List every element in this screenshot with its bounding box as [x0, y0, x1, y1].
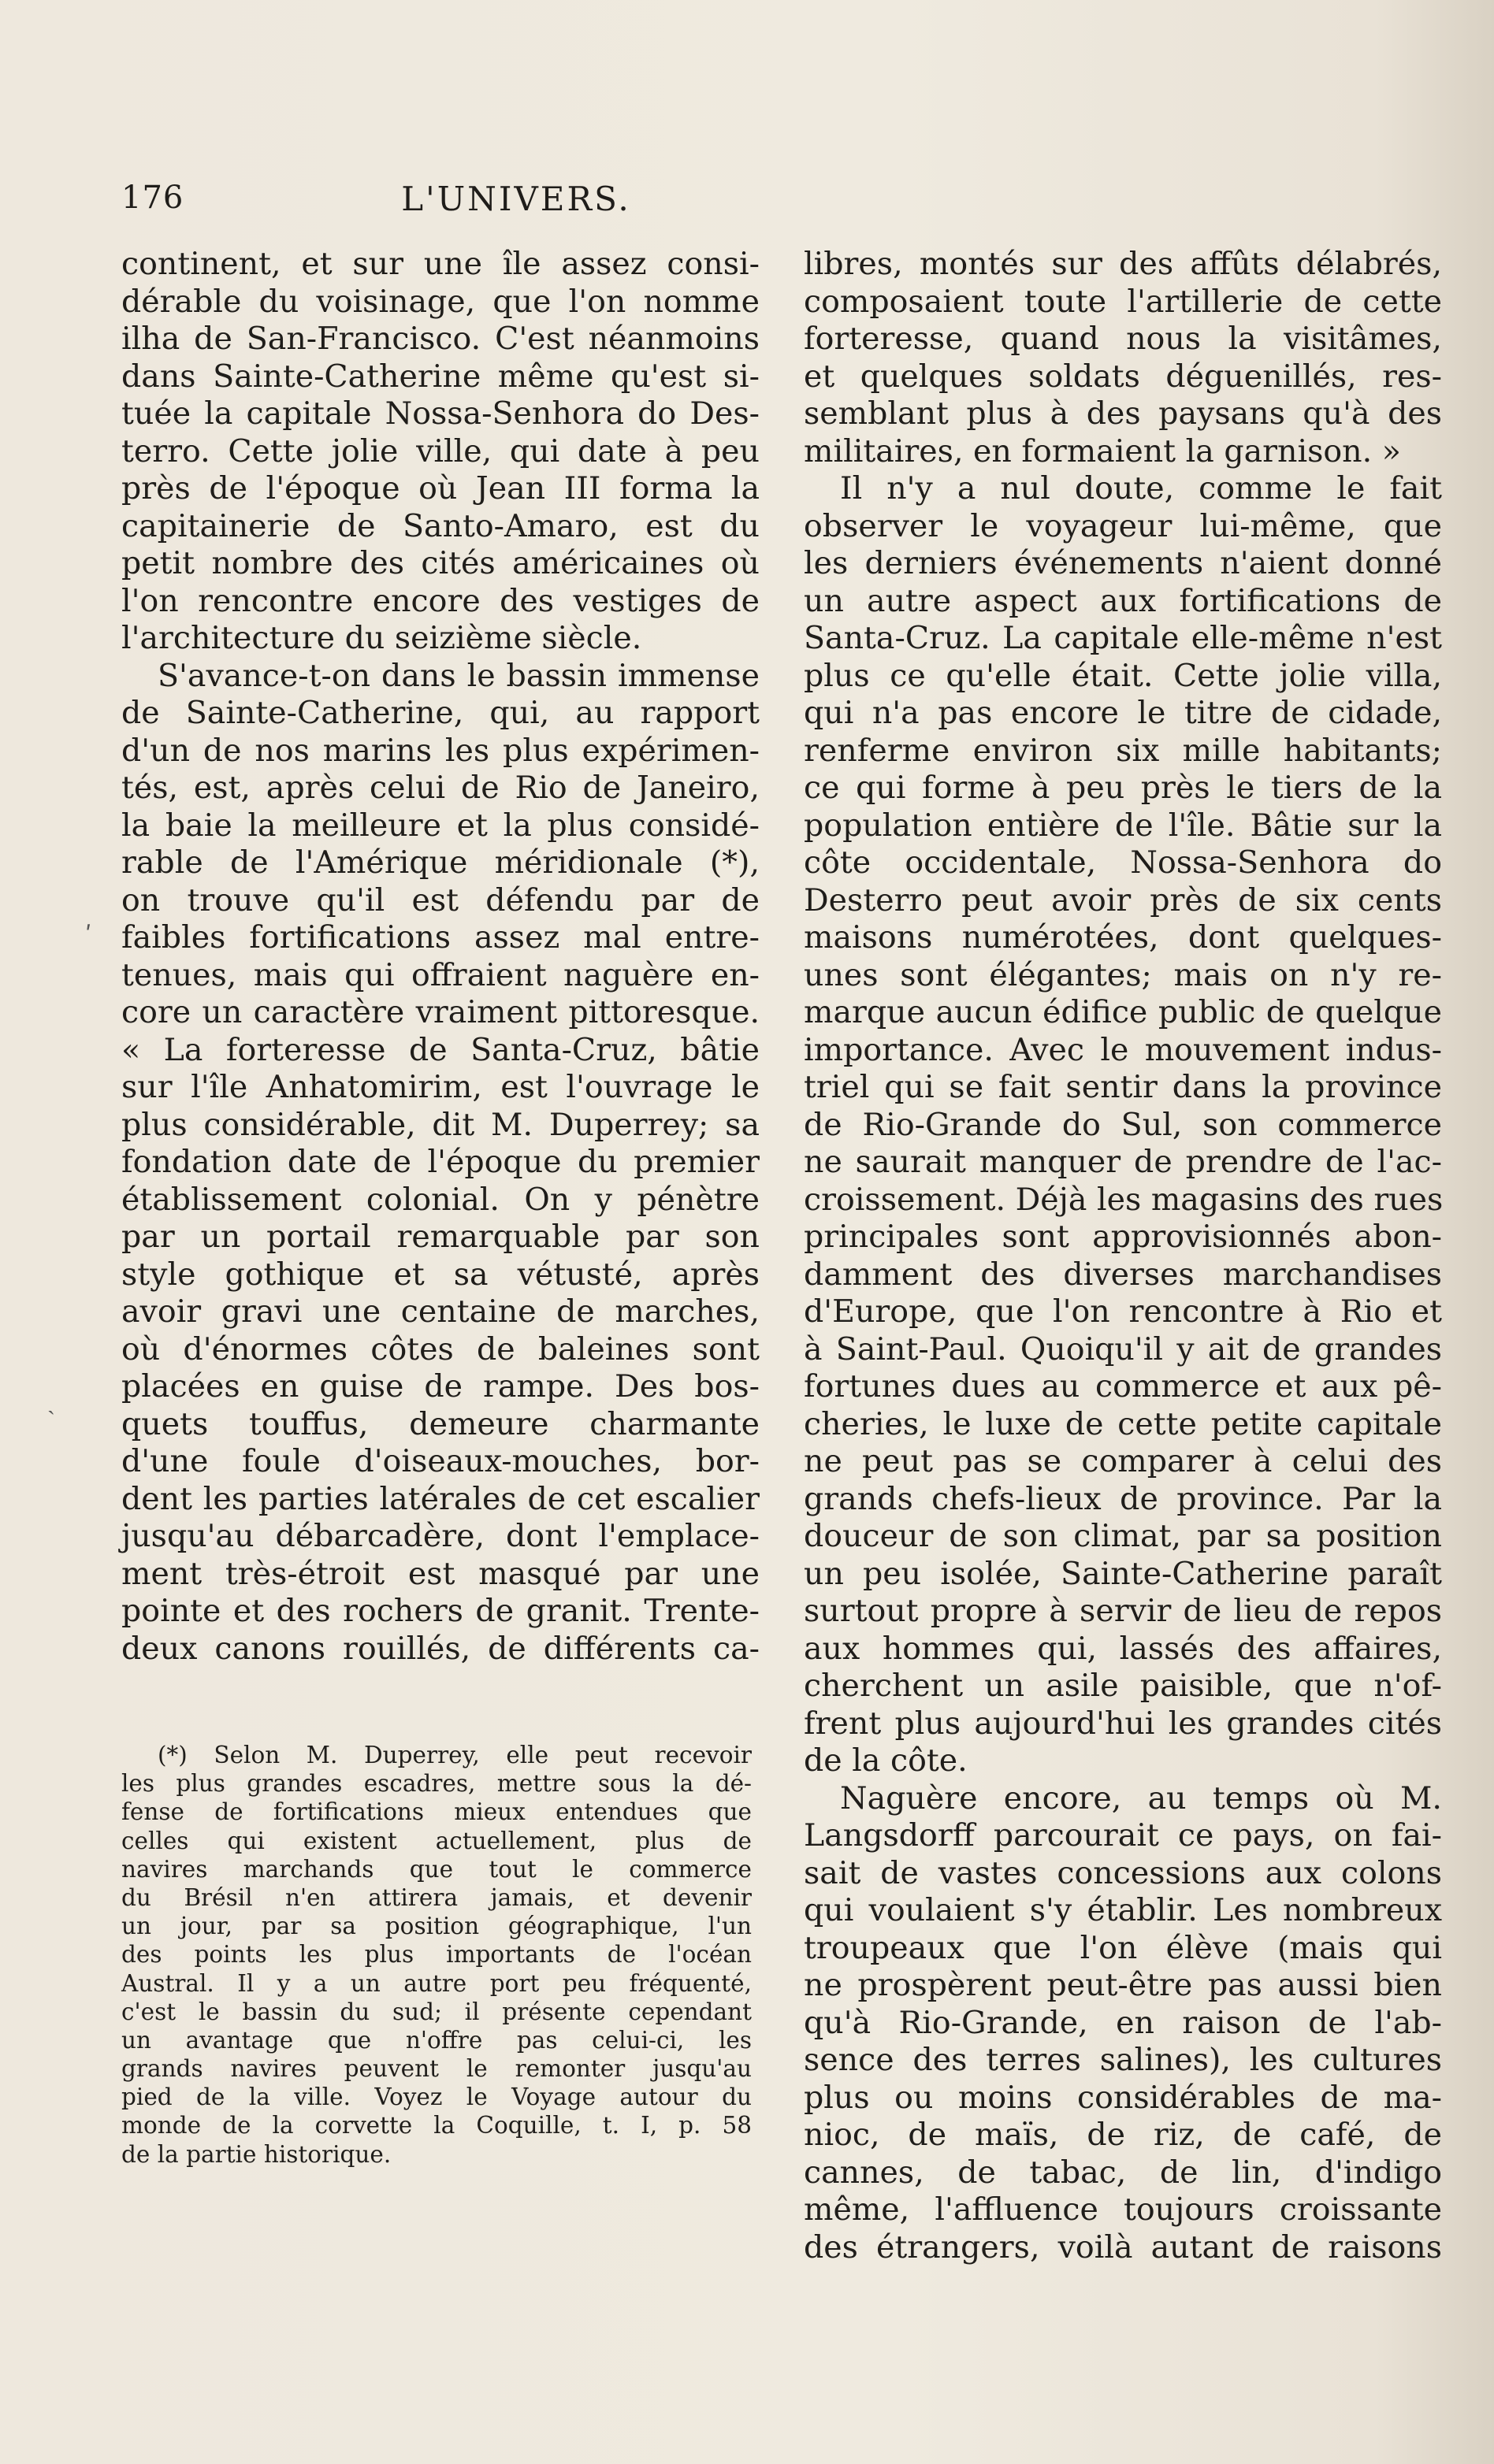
text-line: qui n'a pas encore le titre de cidade, — [804, 695, 1442, 731]
text-line: grands chefs-lieux de province. Par la — [804, 1480, 1442, 1517]
text-line: continent, et sur une île assez consi- — [121, 246, 760, 282]
footnote-line: (*) Selon M. Duperrey, elle peut recevoir — [158, 1742, 752, 1768]
text-line: douceur de son climat, par sa position — [804, 1518, 1442, 1554]
text-line: fortunes dues au commerce et aux pê- — [804, 1368, 1442, 1405]
text-line: d'une foule d'oiseaux-mouches, bor- — [121, 1443, 760, 1479]
text-line: à Saint-Paul. Quoiqu'il y ait de grandes — [804, 1330, 1442, 1367]
text-line: terro. Cette jolie ville, qui date à peu — [121, 432, 760, 469]
text-line: dent les parties latérales de cet escalier — [121, 1480, 760, 1517]
text-line: observer le voyageur lui-même, que — [804, 507, 1442, 544]
text-line: un peu isolée, Sainte-Catherine paraît — [804, 1555, 1442, 1592]
footnote-line: c'est le bassin du sud; il présente cependant — [121, 1998, 752, 2025]
text-line: d'un de nos marins les plus expérimen- — [121, 732, 760, 769]
text-line: semblant plus à des paysans qu'à des — [804, 395, 1442, 432]
text-line: marque aucun édifice public de quelque — [804, 994, 1442, 1030]
text-line: croissement. Déjà les magasins des rues — [804, 1181, 1444, 1218]
text-line: un autre aspect aux fortifications de — [804, 582, 1442, 619]
text-line: ne saurait manquer de prendre de l'ac- — [804, 1144, 1442, 1180]
text-line: fondation date de l'époque du premier — [121, 1144, 760, 1180]
text-line: plus considérable, dit M. Duperrey; sa — [121, 1106, 760, 1143]
right-text-column — [804, 246, 1442, 2266]
text-line: de Sainte-Catherine, qui, au rapport — [121, 695, 760, 731]
text-line: côte occidentale, Nossa-Senhora do — [804, 844, 1442, 881]
text-line: ne prospèrent peut-être pas aussi bien — [804, 1967, 1442, 2003]
text-line: Desterro peut avoir près de six cents — [804, 881, 1442, 918]
text-line: frent plus aujourd'hui les grandes cités — [804, 1705, 1442, 1742]
text-line: renferme environ six mille habitants; — [804, 732, 1442, 769]
text-line: « La forteresse de Santa-Cruz, bâtie — [121, 1031, 760, 1068]
text-line: ne peut pas se comparer à celui des — [804, 1443, 1442, 1479]
text-line: faibles fortifications assez mal entre- — [121, 919, 760, 956]
text-line: S'avance-t-on dans le bassin immense — [158, 657, 760, 694]
text-line: surtout propre à servir de lieu de repos — [804, 1593, 1442, 1629]
text-line: et quelques soldats déguenillés, res- — [804, 358, 1442, 395]
footnote-line: un avantage que n'offre pas celui-ci, les — [121, 2026, 752, 2054]
footnote — [121, 1741, 752, 2169]
text-line: dérable du voisinage, que l'on nomme — [121, 283, 760, 320]
text-line: sait de vastes concessions aux colons — [804, 1854, 1442, 1891]
text-line: tuée la capitale Nossa-Senhora do Des- — [121, 395, 760, 432]
text-line: de Rio-Grande do Sul, son commerce — [804, 1106, 1442, 1143]
running-title: L'UNIVERS. — [401, 180, 631, 218]
text-line: jusqu'au débarcadère, dont l'emplace- — [121, 1518, 760, 1554]
text-line: tés, est, après celui de Rio de Janeiro, — [121, 770, 760, 806]
page-header — [118, 180, 914, 230]
text-line: rable de l'Amérique méridionale (*), — [121, 844, 760, 881]
text-line: les derniers événements n'aient donné — [804, 545, 1442, 581]
footnote-line: navires marchands que tout le commerce — [121, 1855, 752, 1883]
text-line: pointe et des rochers de granit. Trente- — [121, 1593, 760, 1629]
text-line: près de l'époque où Jean III forma la — [121, 470, 760, 507]
text-line: plus ou moins considérables de ma- — [804, 2079, 1442, 2116]
footnote-line: celles qui existent actuellement, plus de — [121, 1827, 752, 1854]
text-line: capitainerie de Santo-Amaro, est du — [121, 507, 760, 544]
text-line: maisons numérotées, dont quelques- — [804, 919, 1442, 956]
text-line: établissement colonial. On y pénètre — [121, 1181, 760, 1218]
text-line: petit nombre des cités américaines où — [121, 545, 760, 581]
text-line: style gothique et sa vétusté, après — [121, 1256, 760, 1293]
text-line: forteresse, quand nous la visitâmes, — [804, 321, 1442, 357]
footnote-line: les plus grandes escadres, mettre sous la dé- — [121, 1770, 752, 1798]
text-line: l'architecture du seizième siècle. — [121, 620, 642, 656]
text-line: aux hommes qui, lassés des affaires, — [804, 1630, 1442, 1667]
text-line: ment très-étroit est masqué par une — [121, 1555, 760, 1592]
footnote-line: des points les plus importants de l'océan — [121, 1941, 752, 1969]
text-line: militaires, en formaient la garnison. » — [804, 432, 1401, 469]
footnote-line: de la partie historique. — [121, 2140, 392, 2168]
text-line: qui voulaient s'y établir. Les nombreux — [804, 1892, 1442, 1928]
text-line: des étrangers, voilà autant de raisons — [804, 2228, 1442, 2265]
text-line: placées en guise de rampe. Des bos- — [121, 1368, 760, 1405]
text-line: d'Europe, que l'on rencontre à Rio et — [804, 1293, 1442, 1330]
text-line: Langsdorff parcourait ce pays, on fai- — [804, 1817, 1442, 1854]
text-line: troupeaux que l'on élève (mais qui — [804, 1929, 1442, 1966]
text-line: qu'à Rio-Grande, en raison de l'ab- — [804, 2004, 1442, 2041]
text-line: Naguère encore, au temps où M. — [840, 1779, 1442, 1816]
text-line: plus ce qu'elle était. Cette jolie villa, — [804, 657, 1442, 694]
text-line: nioc, de maïs, de riz, de café, de — [804, 2117, 1442, 2153]
text-line: principales sont approvisionnés abon- — [804, 1219, 1442, 1255]
text-line: de la côte. — [804, 1742, 968, 1779]
text-line: la baie la meilleure et la plus considé- — [121, 807, 760, 844]
text-line: Santa-Cruz. La capitale elle-même n'est — [804, 620, 1442, 656]
left-text-column — [121, 246, 760, 1668]
text-line: même, l'affluence toujours croissante — [804, 2191, 1442, 2228]
margin-tick-mark: ˏ — [47, 1388, 55, 1416]
footnote-line: un jour, par sa position géographique, l'un — [121, 1913, 752, 1940]
text-line: cannes, de tabac, de lin, d'indigo — [804, 2154, 1442, 2191]
text-line: ilha de San-Francisco. C'est néanmoins — [121, 321, 760, 357]
text-line: dans Sainte-Catherine même qu'est si- — [121, 358, 760, 395]
text-line: par un portail remarquable par son — [121, 1219, 760, 1255]
text-line: ce qui forme à peu près le tiers de la — [804, 770, 1442, 806]
text-line: sence des terres salines), les cultures — [804, 2042, 1442, 2078]
text-line: avoir gravi une centaine de marches, — [121, 1293, 760, 1330]
text-line: damment des diverses marchandises — [804, 1256, 1442, 1293]
footnote-line: du Brésil n'en attirera jamais, et devenir — [121, 1883, 752, 1911]
text-line: cherchent un asile paisible, que n'of- — [804, 1668, 1442, 1704]
text-line: core un caractère vraiment pittoresque. — [121, 994, 760, 1030]
footnote-line: fense de fortifications mieux entendues que — [121, 1798, 752, 1826]
text-line: Il n'y a nul doute, comme le fait — [840, 470, 1442, 507]
text-line: tenues, mais qui offraient naguère en- — [121, 956, 760, 993]
text-line: on trouve qu'il est défendu par de — [121, 881, 760, 918]
text-line: unes sont élégantes; mais on n'y re- — [804, 956, 1442, 993]
text-line: cheries, le luxe de cette petite capitale — [804, 1405, 1442, 1442]
text-line: sur l'île Anhatomirim, est l'ouvrage le — [121, 1069, 760, 1105]
text-line: libres, montés sur des affûts délabrés, — [804, 246, 1442, 282]
footnote-line: Austral. Il y a un autre port peu fréquenté, — [121, 1969, 752, 1997]
text-line: importance. Avec le mouvement indus- — [804, 1031, 1442, 1068]
footnote-line: pied de la ville. Voyez le Voyage autour du — [121, 2084, 752, 2111]
text-line: où d'énormes côtes de baleines sont — [121, 1330, 760, 1367]
text-line: triel qui se fait sentir dans la province — [804, 1069, 1442, 1105]
text-line: deux canons rouillés, de différents ca- — [121, 1630, 760, 1667]
text-line: composaient toute l'artillerie de cette — [804, 283, 1442, 320]
margin-tick-mark: ʹ — [85, 922, 92, 949]
text-line: l'on rencontre encore des vestiges de — [121, 582, 760, 619]
text-line: population entière de l'île. Bâtie sur la — [804, 807, 1442, 844]
footnote-line: monde de la corvette la Coquille, t. I, p. 58 — [121, 2112, 752, 2139]
footnote-line: grands navires peuvent le remonter jusqu'au — [121, 2055, 752, 2083]
page-number: 176 — [121, 180, 184, 216]
text-line: quets touffus, demeure charmante — [121, 1405, 760, 1442]
